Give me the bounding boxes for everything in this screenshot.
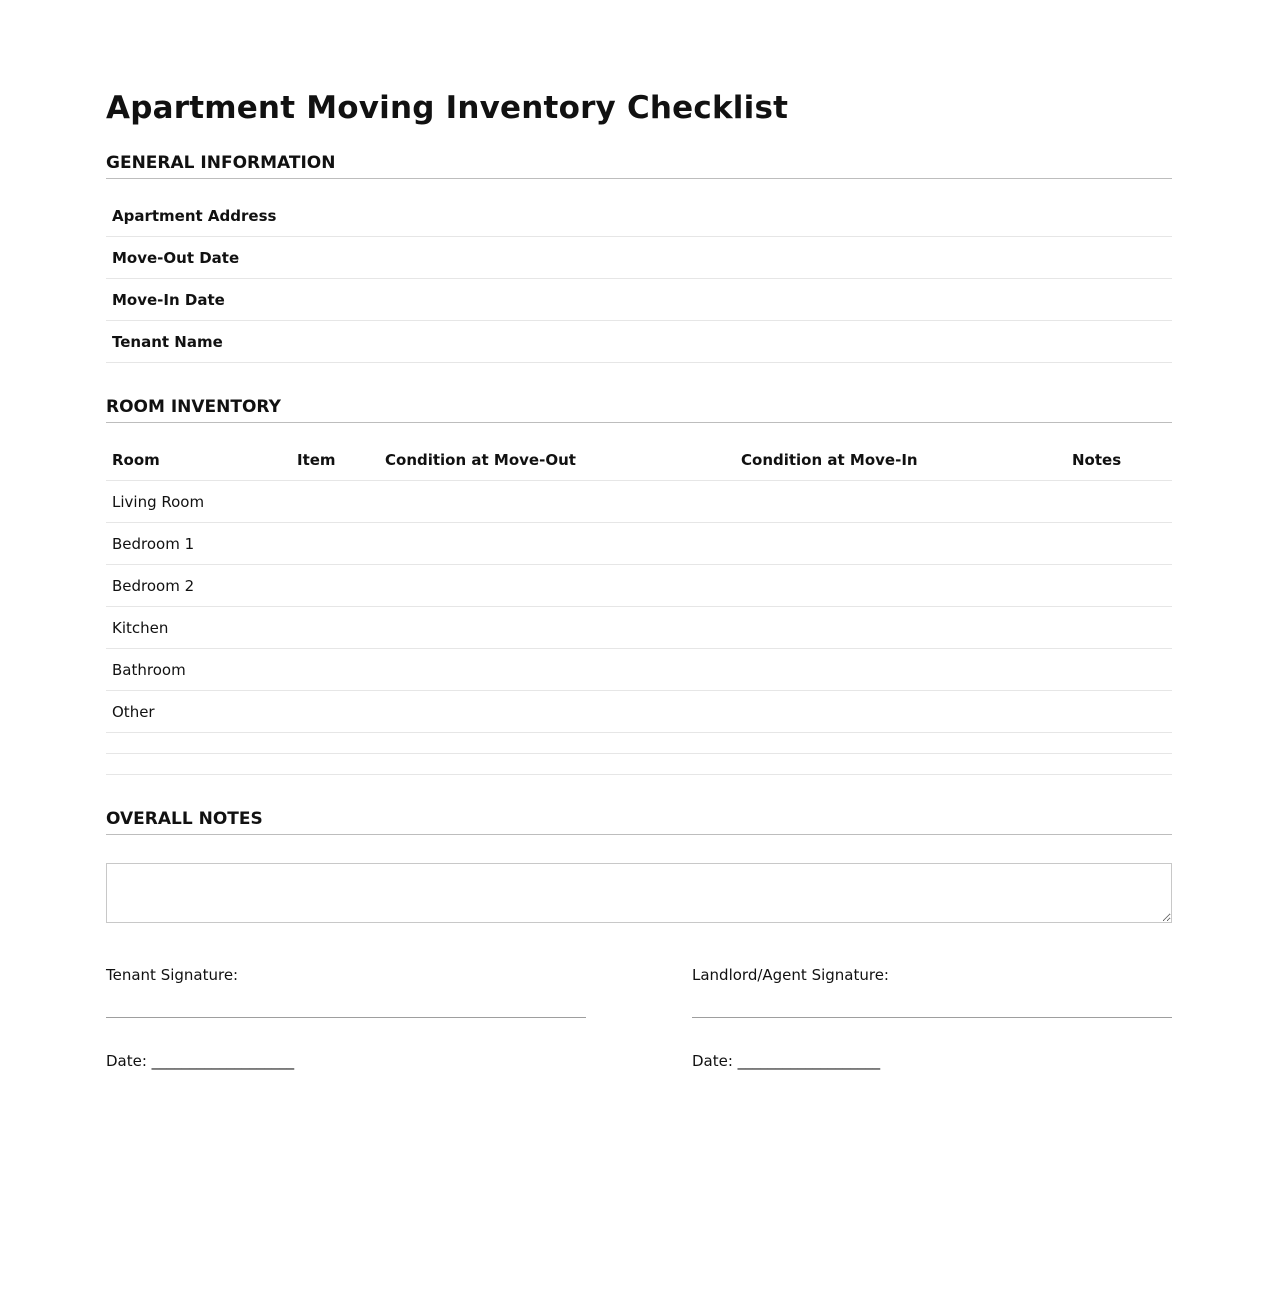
room-inventory-heading: ROOM INVENTORY <box>106 396 1172 423</box>
condition-move-in-cell <box>735 481 1066 523</box>
item-cell <box>291 607 379 649</box>
info-row-move-in-date <box>106 279 1172 321</box>
empty-table-row <box>106 733 1172 754</box>
move-out-date-label: Move-Out Date <box>106 237 1172 279</box>
condition-move-in-cell <box>735 649 1066 691</box>
item-cell <box>291 691 379 733</box>
general-information-table <box>106 195 1172 363</box>
info-row-apartment-address <box>106 195 1172 237</box>
tenant-name-label: Tenant Name <box>106 321 1172 363</box>
table-row <box>106 481 1172 523</box>
landlord-signature-block <box>692 965 1172 1071</box>
table-row <box>106 607 1172 649</box>
landlord-date-line: Date: ___________________ <box>692 1052 881 1070</box>
column-header-room: Room <box>106 439 291 481</box>
room-cell: Other <box>106 691 291 733</box>
overall-notes-heading: OVERALL NOTES <box>106 808 1172 835</box>
empty-table-row <box>106 754 1172 775</box>
item-cell <box>291 481 379 523</box>
landlord-signature-line[interactable] <box>692 1017 1172 1018</box>
item-cell <box>291 523 379 565</box>
overall-notes-textarea[interactable] <box>106 863 1172 923</box>
room-cell: Bedroom 1 <box>106 523 291 565</box>
item-cell <box>291 649 379 691</box>
room-cell: Bathroom <box>106 649 291 691</box>
landlord-signature-label: Landlord/Agent Signature: <box>692 966 889 984</box>
page-title: Apartment Moving Inventory Checklist <box>106 90 789 126</box>
general-information-heading: GENERAL INFORMATION <box>106 152 1172 179</box>
room-inventory-table <box>106 439 1172 775</box>
condition-move-out-cell <box>379 523 735 565</box>
condition-move-in-cell <box>735 691 1066 733</box>
notes-cell <box>1066 691 1172 733</box>
column-header-condition-move-out: Condition at Move-Out <box>379 439 735 481</box>
apartment-address-label: Apartment Address <box>106 195 1172 237</box>
condition-move-out-cell <box>379 649 735 691</box>
table-row <box>106 565 1172 607</box>
condition-move-out-cell <box>379 607 735 649</box>
tenant-signature-line[interactable] <box>106 1017 586 1018</box>
table-row <box>106 523 1172 565</box>
notes-cell <box>1066 565 1172 607</box>
condition-move-in-cell <box>735 523 1066 565</box>
signature-section <box>106 965 1172 1071</box>
column-header-item: Item <box>291 439 379 481</box>
condition-move-in-cell <box>735 607 1066 649</box>
condition-move-out-cell <box>379 565 735 607</box>
table-row <box>106 649 1172 691</box>
condition-move-out-cell <box>379 691 735 733</box>
notes-cell <box>1066 523 1172 565</box>
column-header-notes: Notes <box>1066 439 1172 481</box>
notes-cell <box>1066 649 1172 691</box>
table-row <box>106 691 1172 733</box>
item-cell <box>291 565 379 607</box>
inventory-header-row <box>106 439 1172 481</box>
room-cell: Kitchen <box>106 607 291 649</box>
condition-move-out-cell <box>379 481 735 523</box>
tenant-date-line: Date: ___________________ <box>106 1052 295 1070</box>
move-in-date-label: Move-In Date <box>106 279 1172 321</box>
info-row-move-out-date <box>106 237 1172 279</box>
notes-cell <box>1066 481 1172 523</box>
condition-move-in-cell <box>735 565 1066 607</box>
room-cell: Bedroom 2 <box>106 565 291 607</box>
tenant-signature-block <box>106 965 586 1071</box>
tenant-signature-label: Tenant Signature: <box>106 966 239 984</box>
notes-cell <box>1066 607 1172 649</box>
room-cell: Living Room <box>106 481 291 523</box>
column-header-condition-move-in: Condition at Move-In <box>735 439 1066 481</box>
info-row-tenant-name <box>106 321 1172 363</box>
